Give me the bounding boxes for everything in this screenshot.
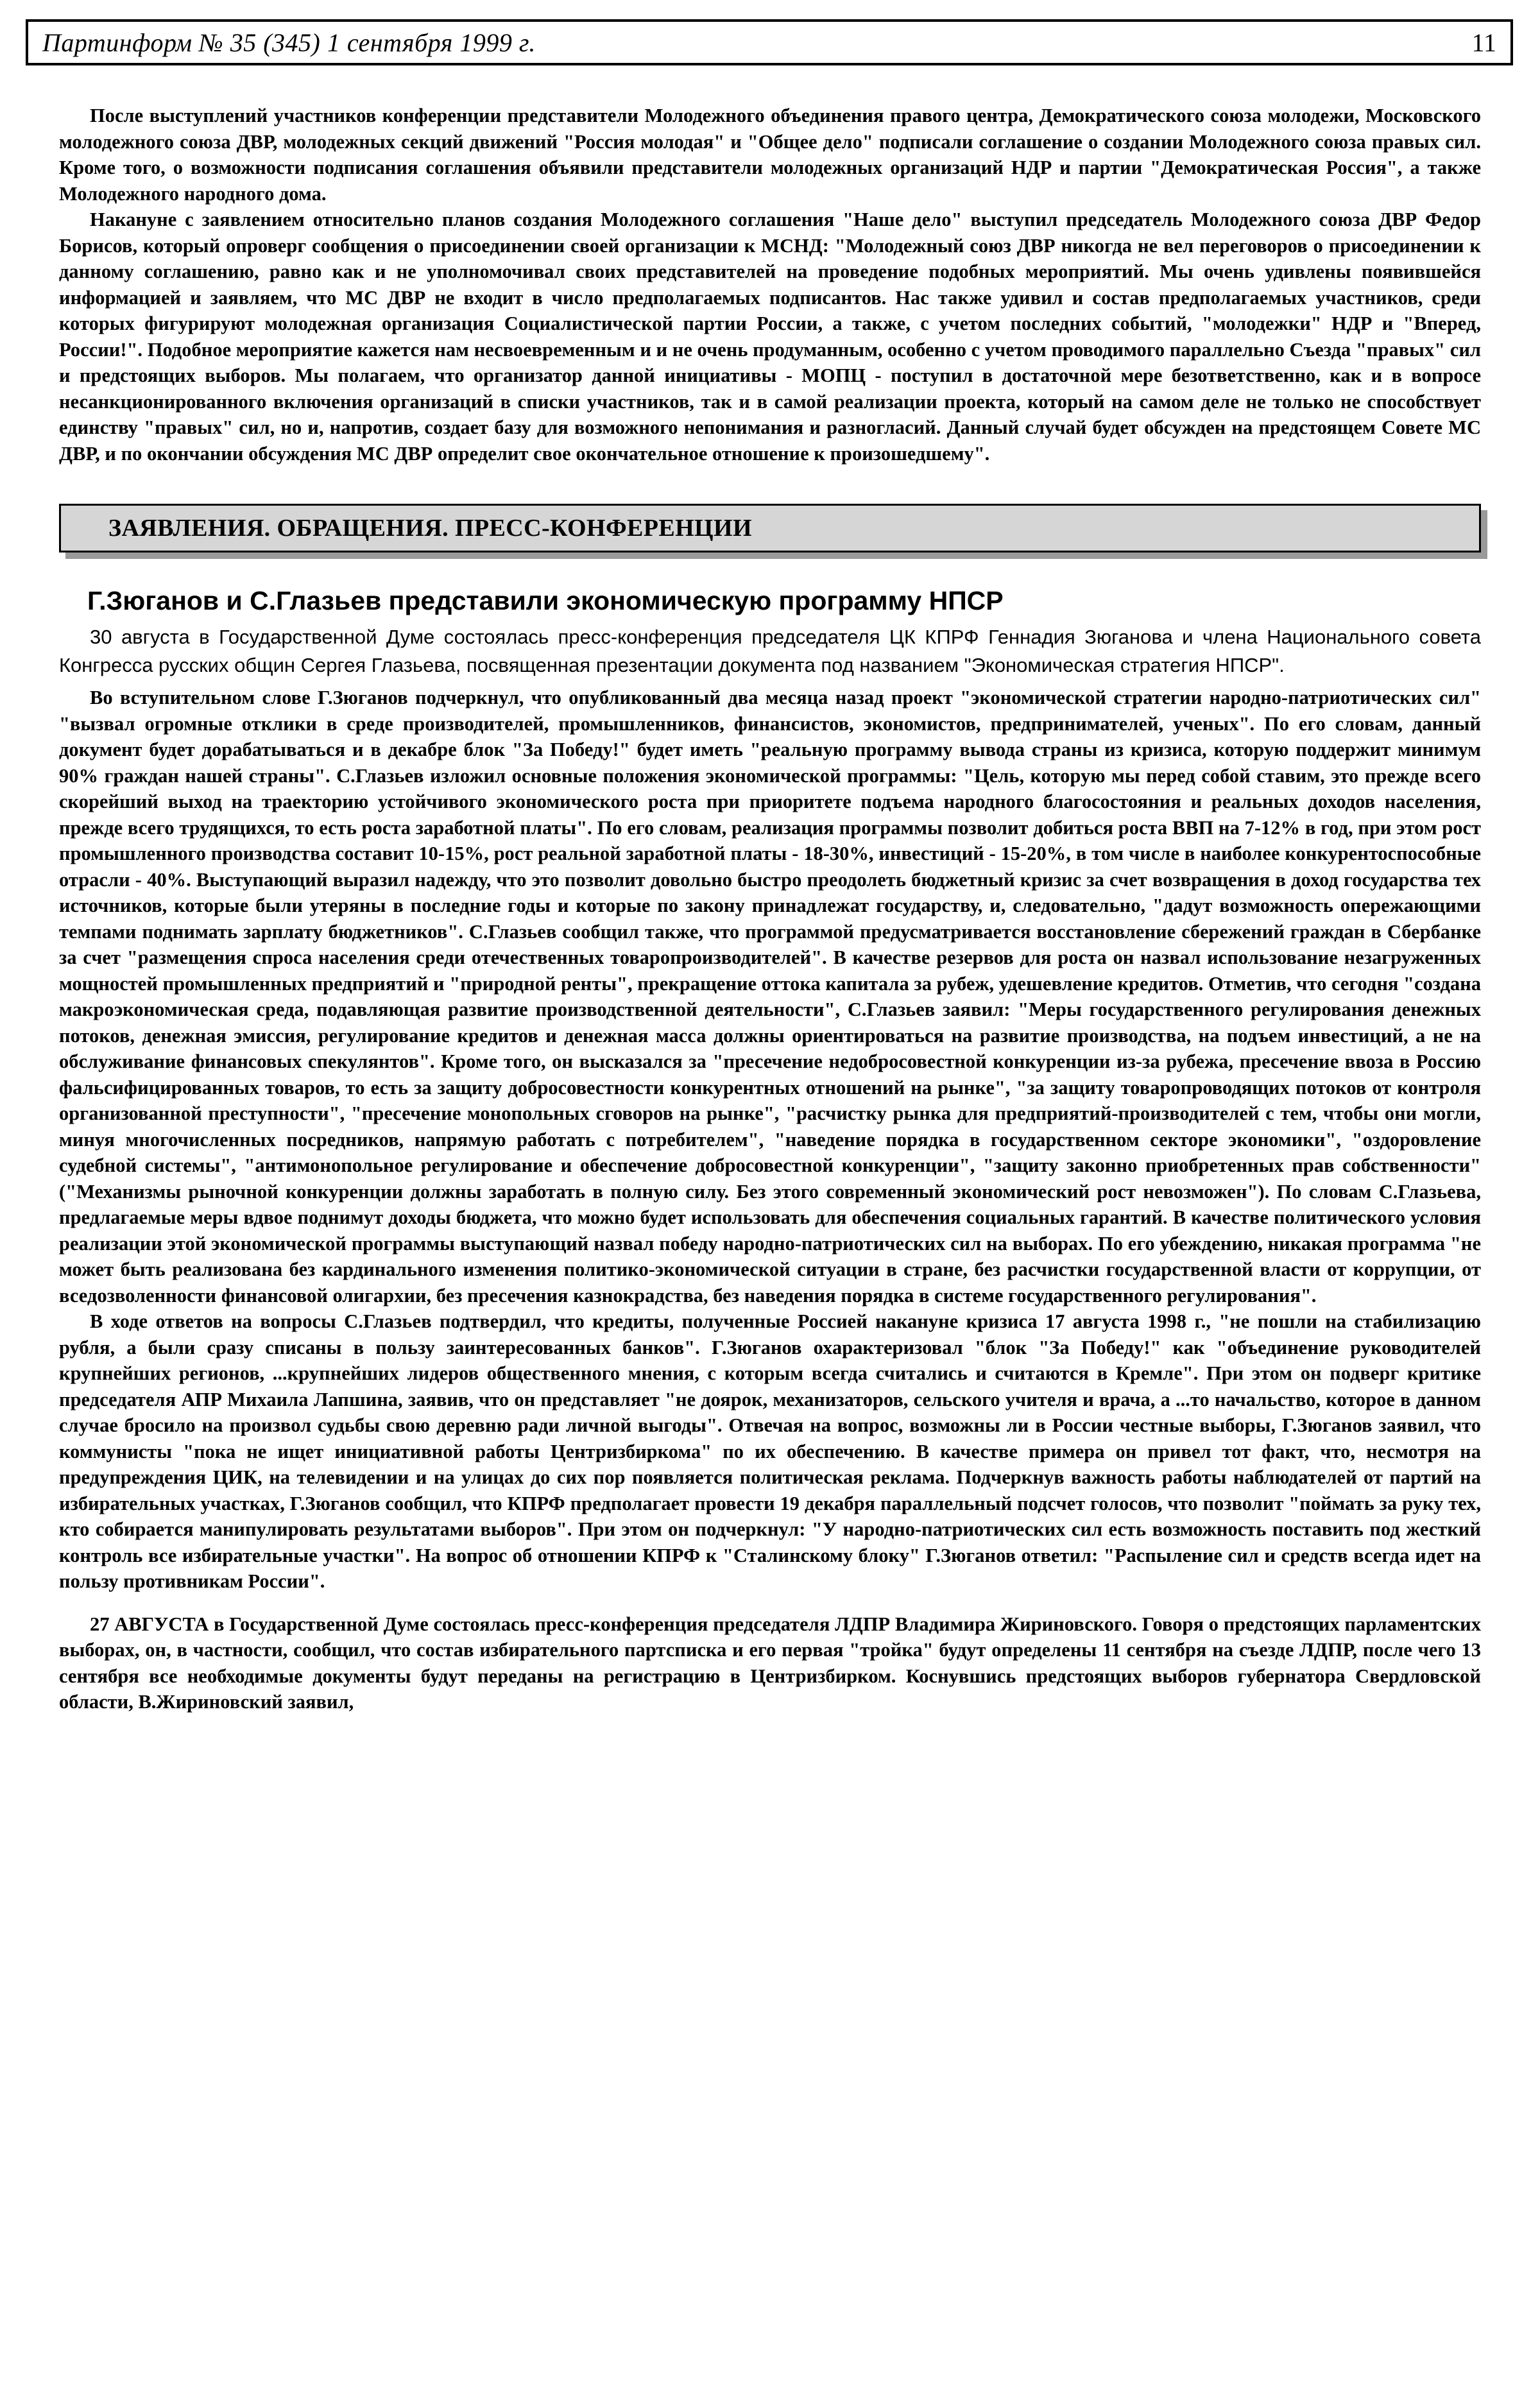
article-title: Г.Зюганов и С.Глазьев представили экономическую программу НПСР	[87, 586, 1004, 615]
page-header	[26, 19, 1513, 65]
paragraph: Во вступительном слове Г.Зюганов подчеркнул, что опубликованный два месяца назад проект "экономической стратегии народно-патриотических сил" "вызвал огромные отклики в среде производителей, промышленников, финансистов, экономистов, предпринимателей, ученых". По его словам, данный документ будет дорабатываться и в декабре блок "За Победу!" будет иметь "реальную программу вывода страны из кризиса, которую поддержит минимум 90% граждан нашей страны". С.Глазьев изложил основные положения экономической программы: "Цель, которую мы перед собой ставим, это прежде всего скорейший выход на траекторию устойчивого экономического роста при приоритете подъема народного благосостояния и реальных доходов населения, прежде всего трудящихся, то есть роста заработной платы". По его словам, реализация программы позволит добиться роста ВВП на 7-12% в год, при этом рост промышленного производства составит 10-15%, рост реальной заработной платы - 18-30%, инвестиций - 15-20%, в том числе в наиболее конкурентоспособные отрасли - 40%. Выступающий выразил надежду, что это позволит довольно быстро преодолеть бюджетный кризис за счет возвращения в доход государства тех источников, которые были утеряны в последние годы и которые по закону принадлежат государству, и, следовательно, "дадут возможность опережающими темпами поднимать зарплату бюджетников". С.Глазьев сообщил также, что программой предусматривается восстановление сбережений граждан в Сбербанке за счет "размещения спроса населения среди отечественных товаропроизводителей". В качестве резервов для роста он назвал использование незагруженных мощностей промышленных предприятий и "природной ренты", прекращение оттока капитала за рубеж, удешевление кредитов. Отметив, что сегодня "создана макроэкономическая среда, подавляющая развитие производственной деятельности", С.Глазьев заявил: "Меры государственного регулирования денежных потоков, денежная эмиссия, регулирование кредитов и денежная масса должны ориентироваться на развитие производства, на подъем инвестиций, а не на обслуживание финансовых спекулянтов". Кроме того, он высказался за "пресечение недобросовестной конкуренции из-за рубежа, пресечение ввоза в Россию фальсифицированных товаров, то есть за защиту добросовестности конкурентных отношений на рынке", "за защиту товаропроводящих потоков от контроля организованной преступности", "пресечение монопольных сговоров на рынке", "расчистку рынка для предприятий-производителей с тем, чтобы они могли, минуя многочисленных посредников, напрямую работать с потребителем", "наведение порядка в государственном секторе экономики", "оздоровление судебной системы", "антимонопольное регулирование и обеспечение добросовестной конкуренции", "защиту законно приобретенных прав собственности" ("Механизмы рыночной конкуренции должны заработать в полную силу. Без этого современный экономический рост невозможен"). По словам С.Глазьева, предлагаемые меры вдвое поднимут доходы бюджета, что можно будет использовать для обеспечения социальных гарантий. В качестве политического условия реализации этой экономической программы выступающий назвал победу народно-патриотических сил на выборах. По его убеждению, никакая программа "не может быть реализована без кардинального изменения политико-экономической ситуации в стране, без расчистки государственной власти от коррупции, от вседозволенности финансовой олигархии, без пресечения казнокрадства, без наведения порядка в системе государственного регулирования".	[59, 687, 1481, 1307]
paragraph: 27 АВГУСТА в Государственной Думе состоялась пресс-конференция председателя ЛДПР Владимира Жириновского. Говоря о предстоящих парламентских выборах, он, в частности, сообщил, что состав избирательного партсписка и его первая "тройка" будут определены 11 сентября на съезде ЛДПР, после чего 13 сентября все необходимые документы будут переданы на регистрацию в Центризбирком. Коснувшись предстоящих выборов губернатора Свердловской области, В.Жириновский заявил,	[59, 1613, 1481, 1713]
article-lead: 30 августа в Государственной Думе состоялась пресс-конференция председателя ЦК КПРФ Геннадия Зюганова и члена Национального совета Конгресса русских общин Сергея Глазьева, посвященная презентации документа под названием "Экономическая стратегия НПСР".	[59, 626, 1481, 676]
publication-title: Партинформ № 35 (345) 1 сентября 1999 г.	[42, 28, 536, 57]
section-banner-label: ЗАЯВЛЕНИЯ. ОБРАЩЕНИЯ. ПРЕСС-КОНФЕРЕНЦИИ	[108, 515, 752, 542]
paragraph: В ходе ответов на вопросы С.Глазьев подтвердил, что кредиты, полученные Россией накануне кризиса 17 августа 1998 г., "не пошли на стабилизацию рубля, а были сразу списаны в пользу заинтересованных банков". Г.Зюганов охарактеризовал "блок "За Победу!" как "объединение руководителей крупнейших регионов, ...крупнейших лидеров общественного мнения, с которым всегда считались и считаются в Кремле". При этом он подверг критике председателя АПР Михаила Лапшина, заявив, что он представляет "не доярок, механизаторов, сельского учителя и врача, а ...то начальство, которое в данном случае бросило на произвол судьбы свою деревню ради личной выгоды". Отвечая на вопрос, возможны ли в России честные выборы, Г.Зюганов заявил, что коммунисты "пока не ищет инициативной работы Центризбиркома" по их обеспечению. В качестве примера он привел тот факт, что, несмотря на предупреждения ЦИК, на телевидении и на улицах до сих пор появляется политическая реклама. Подчеркнув важность работы наблюдателей от партий на избирательных участках, Г.Зюганов сообщил, что КПРФ предполагает провести 19 декабря параллельный подсчет голосов, что позволит "поймать за руку тех, кто собирается манипулировать результатами выборов". При этом он подчеркнул: "У народно-патриотических сил есть возможность поставить под жесткий контроль все избирательные участки". На вопрос об отношении КПРФ к "Сталинскому блоку" Г.Зюганов ответил: "Распыление сил и средств всегда идет на пользу противникам России".	[59, 1310, 1481, 1592]
spacer	[59, 1595, 1481, 1611]
page-number: 11	[1471, 28, 1496, 57]
paragraph: Накануне с заявлением относительно планов создания Молодежного соглашения "Наше дело" выступил председатель Молодежного союза ДВР Федор Борисов, который опроверг сообщения о присоединении своей организации к МСНД: "Молодежный союз ДВР никогда не вел переговоров о присоединении к данному соглашению, равно как и не уполномочивал своих представителей на проведение подобных мероприятий. Мы очень удивлены появившейся информацией и заявляем, что МС ДВР не входит в число предполагаемых подписантов. Нас также удивил и состав предполагаемых участников, среди которых фигурируют молодежная организация Социалистической партии России, а также, с учетом последних событий, "молодежки" НДР и "Вперед, России!". Подобное мероприятие кажется нам несвоевременным и и не очень продуманным, особенно с учетом проводимого параллельно Съезда "правых" сил и предстоящих выборов. Мы полагаем, что организатор данной инициативы - МОПЦ - поступил в достаточной мере безответственно, как и в вопросе несанкционированного включения организаций в списки участников, так и в самой реализации проекта, который на самом деле не только не способствует единству "правых" сил, но и, напротив, создает базу для возможного непонимания и разногласий. Данный случай будет обсужден на предстоящем Совете МС ДВР, и по окончании обсуждения МС ДВР определит свое окончательное отношение к произошедшему".	[59, 209, 1481, 465]
paragraph: После выступлений участников конференции представители Молодежного объединения правого центра, Демократического союза молодежи, Московского молодежного союза ДВР, молодежных секций движений "Россия молодая" и "Общее дело" подписали соглашение о создании Молодежного союза правых сил. Кроме того, о возможности подписания соглашения объявили представители молодежных организаций НДР и партии "Демократическая Россия", а также Молодежного народного дома.	[59, 105, 1481, 205]
banner-box	[59, 504, 1481, 553]
section-banner	[59, 504, 1481, 553]
spacer	[59, 680, 1481, 685]
article-content	[59, 103, 1481, 1715]
